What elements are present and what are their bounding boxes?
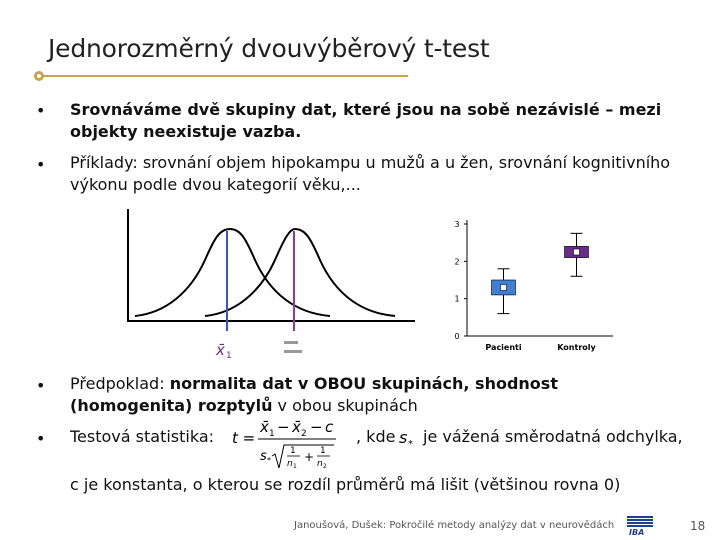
t-statistic-formula: [232, 412, 362, 472]
formula-x2: x̄: [292, 418, 301, 436]
formula-n2-sub: 2: [323, 463, 327, 470]
formula-x1-sub: 1: [269, 429, 275, 439]
box-median-marker: [501, 284, 507, 290]
y-tick-label: 3: [454, 220, 460, 229]
bullet-3-prefix: Předpoklad:: [70, 374, 170, 393]
bullet-4-continuation: c je konstanta, o kterou se rozdíl průměrů má lišit (většinou rovna 0): [70, 475, 621, 494]
title-underline: [40, 75, 408, 77]
bullet-4-suffix: , kde: [356, 427, 396, 446]
bullet-3-bold: normalita dat v OBOU skupinách, shodnost (homogenita) rozptylů: [70, 374, 558, 415]
s-star-symbol: [398, 426, 418, 450]
y-tick-label: 2: [454, 257, 460, 267]
box-median-marker: [574, 249, 580, 255]
mean-label: x̄: [216, 341, 225, 359]
formula-plus: +: [304, 450, 315, 464]
svg-text:IBA: IBA: [629, 528, 645, 536]
formula-s-sub: *: [267, 456, 271, 465]
mean-label-2-placeholder: [284, 341, 298, 344]
formula-n1: n: [287, 459, 293, 469]
bullet-marker: •: [36, 155, 46, 174]
formula-minus-1: −: [277, 418, 290, 436]
formula-c: c: [325, 418, 334, 436]
x-category-label: Kontroly: [557, 343, 596, 352]
formula-x2-sub: 2: [301, 429, 307, 439]
slide-title: Jednorozměrný dvouvýběrový t-test: [48, 34, 490, 63]
formula-1b: 1: [320, 446, 326, 456]
formula-n1-sub: 1: [293, 463, 297, 470]
footer-text: Janoušová, Dušek: Pokročilé metody analýzy dat v neurovědách: [294, 520, 615, 531]
box-plot-chart: [445, 210, 620, 360]
bullet-2-text: Příklady: srovnání objem hipokampu u mužů a u žen, srovnání kognitivního výkonu podle dvou kategorií věku,...: [70, 153, 671, 194]
mean-label-2-placeholder: [284, 350, 302, 353]
formula-s: s: [260, 449, 267, 464]
bullet-marker: •: [36, 376, 46, 395]
bullet-marker: •: [36, 101, 46, 120]
title-ornament: [34, 71, 44, 81]
y-tick-label: 0: [454, 332, 460, 341]
formula-1a: 1: [290, 446, 296, 456]
bullet-1-text: Srovnáváme dvě skupiny dat, které jsou na sobě nezávislé – mezi objekty neexistuje vazba.: [70, 100, 662, 141]
s-star-letter: s: [399, 428, 408, 447]
normal-curves-illustration: [120, 205, 420, 365]
iba-logo: [627, 516, 653, 536]
curve-group-2: [205, 229, 395, 316]
bullet-marker: •: [36, 429, 46, 448]
x-category-label: Pacienti: [485, 343, 522, 352]
formula-n2: n: [317, 459, 323, 469]
mean-label-subscript: 1: [226, 351, 232, 361]
bullet-3-suffix: v obou skupinách: [272, 396, 418, 415]
y-tick-label: 1: [454, 294, 460, 304]
formula-x1: x̄: [260, 418, 269, 436]
formula-lhs: t =: [232, 429, 256, 447]
bullet-4-prefix: Testová statistika:: [70, 427, 215, 446]
page-number: 18: [690, 519, 706, 533]
formula-minus-2: −: [310, 418, 323, 436]
bullet-3-text: [70, 373, 682, 417]
bullet-4-suffix-2: je vážená směrodatná odchylka,: [423, 427, 683, 446]
s-star-subscript: *: [408, 439, 413, 450]
curve-group-1: [135, 229, 330, 316]
